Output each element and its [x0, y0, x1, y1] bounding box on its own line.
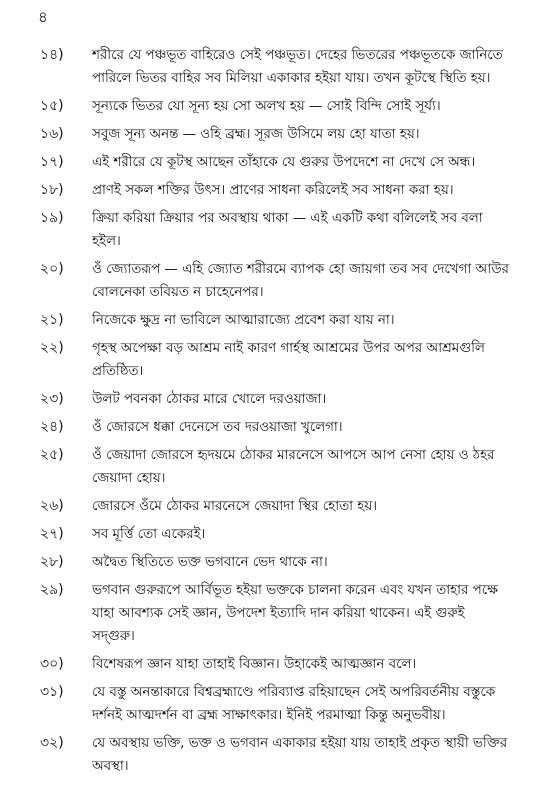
- item-text: যে বস্তু অনন্তাকারে বিশ্বব্রহ্মাণ্ডে পরিব্যাপ্ত রহিয়াছেন সেই অপরিবর্তনীয় বস্তুকে দর্শনই আত্মদর্শন বা ব্রহ্ম সাক্ষাৎকার। ইনিই পরমাত্মা কিন্তু অনুভবীয়।: [92, 685, 496, 723]
- item-text: ওঁ জ্যোতরূপ — এহি জ্যোত শরীরমে ব্যাপক হো জায়গা তব সব দেখেগা আউর বোলনেকা তবিয়ত ন চাহেনেপর।: [92, 262, 509, 300]
- item-text: সবুজ সূন্য অনন্ত — ওহি ব্রহ্ম। সূরজ উসিমে লয় হো যাতা হয়।: [92, 127, 420, 142]
- item-number: ৩১): [40, 684, 64, 700]
- item-number: ৩২): [40, 735, 64, 751]
- item-number: ২৬): [40, 498, 64, 514]
- item-text: উলট পবনকা ঠোকর মারে খোলে দরওয়াজা।: [92, 392, 327, 407]
- page-number: ৪: [38, 8, 48, 26]
- item-number: ১৮): [40, 182, 64, 198]
- item-text: ওঁ জোরসে ধক্কা দেনেসে তব দরওয়াজা খুলেগা।: [92, 420, 343, 435]
- item-number: ২৮): [40, 554, 64, 570]
- item-number: ১৪): [40, 47, 64, 63]
- item-text: ক্রিয়া করিয়া ক্রিয়ার পর অবস্থায় থাকা — এই একটি কথা বলিলেই সব বলা হইল।: [92, 211, 483, 249]
- item-number: ১৫): [40, 98, 64, 114]
- list-item: [0, 523, 535, 546]
- list-item: [0, 388, 535, 411]
- item-text: ভগবান গুরুরূপে আর্বিভূত হইয়া ভক্তকে চালনা করেন এবং যখন তাহার পক্ষে যাহা আবশ্যক সেই জ্ঞান, উপদেশ ইত্যাদি দান করিয়া থাকেন। এই গুরুই সদ্গুরু।: [92, 583, 498, 644]
- list-item: [0, 337, 535, 383]
- item-text: অদ্বৈত স্থিতিতে ভক্ত ভগবানে ভেদ থাকে না।: [92, 555, 328, 570]
- item-text: সূন্যকে ভিতর যো সূন্য হয় সো অলখ হয় — সোই বিন্দি সোই সূর্য্য।: [92, 99, 441, 114]
- list-item: [0, 151, 535, 174]
- item-text: সব মূর্ত্তি তো একেরই।: [92, 527, 206, 542]
- item-text: জোরসে ওঁমে ঠোকর মারনেসে জেয়াদা স্থির হোতা হয়।: [92, 499, 378, 514]
- item-number: ২৯): [40, 582, 64, 598]
- list-item: [0, 123, 535, 146]
- item-text: নিজেকে ক্ষুদ্র না ভাবিলে আত্মারাজ্যে প্রবেশ করা যায় না।: [92, 313, 395, 328]
- list-item: [0, 179, 535, 202]
- list-item: [0, 681, 535, 727]
- item-number: ২৪): [40, 419, 64, 435]
- item-number: ২৭): [40, 526, 64, 542]
- list-item: [0, 95, 535, 118]
- list-item: [0, 551, 535, 574]
- item-text: শরীরে যে পঞ্চভূত বাহিরেও সেই পঞ্চভূত। দেহের ভিতরের পঞ্চভূতকে জানিতে পারিলে ভিতর বাহির সব মিলিয়া একাকার হইয়া যায়। তখন কূটস্থে স্থিতি হয়।: [92, 48, 503, 86]
- list-item: [0, 653, 535, 676]
- list-item: [0, 309, 535, 332]
- list-item: [0, 207, 535, 253]
- item-text: ওঁ জেয়াদা জোরসে হৃদয়মে ঠোকর মারনেসে আপসে আপ নেসা হোয় ও ঠহর জেয়াদা হোয়।: [92, 448, 495, 486]
- item-text: প্রাণই সকল শক্তির উৎস। প্রাণের সাধনা করিলেই সব সাধনা করা হয়।: [92, 183, 454, 198]
- item-number: ৩০): [40, 656, 64, 672]
- list-item: [0, 258, 535, 304]
- item-text: গৃহস্থ অপেক্ষা বড় আশ্রম নাই কারণ গার্হস্থ আশ্রমের উপর অপর আশ্রমগুলি প্রতিষ্ঠিত।: [92, 341, 485, 379]
- item-number: ১৯): [40, 210, 64, 226]
- item-number: ২৫): [40, 447, 64, 463]
- item-number: ১৬): [40, 126, 64, 142]
- item-number: ১৭): [40, 154, 64, 170]
- list-item: [0, 416, 535, 439]
- list-item: [0, 579, 535, 648]
- numbered-list: [0, 44, 535, 783]
- item-number: ২২): [40, 340, 64, 356]
- item-text: যে অবস্থায় ভক্তি, ভক্ত ও ভগবান একাকার হইয়া যায় তাহাই প্রকৃত স্থায়ী ভক্তির অবস্থা।: [92, 736, 508, 774]
- list-item: [0, 444, 535, 490]
- item-number: ২০): [40, 261, 64, 277]
- item-text: বিশেষরূপ জ্ঞান যাহা তাহাই বিজ্ঞান। উহাকেই আত্মজ্ঞান বলে।: [92, 657, 417, 672]
- list-item: [0, 44, 535, 90]
- item-number: ২১): [40, 312, 64, 328]
- list-item: [0, 732, 535, 778]
- item-number: ২৩): [40, 391, 64, 407]
- item-text: এই শরীরে যে কূটস্থ আছেন তাঁহাকে যে গুরুর উপদেশে না দেখে সে অন্ধ।: [92, 155, 476, 170]
- list-item: [0, 495, 535, 518]
